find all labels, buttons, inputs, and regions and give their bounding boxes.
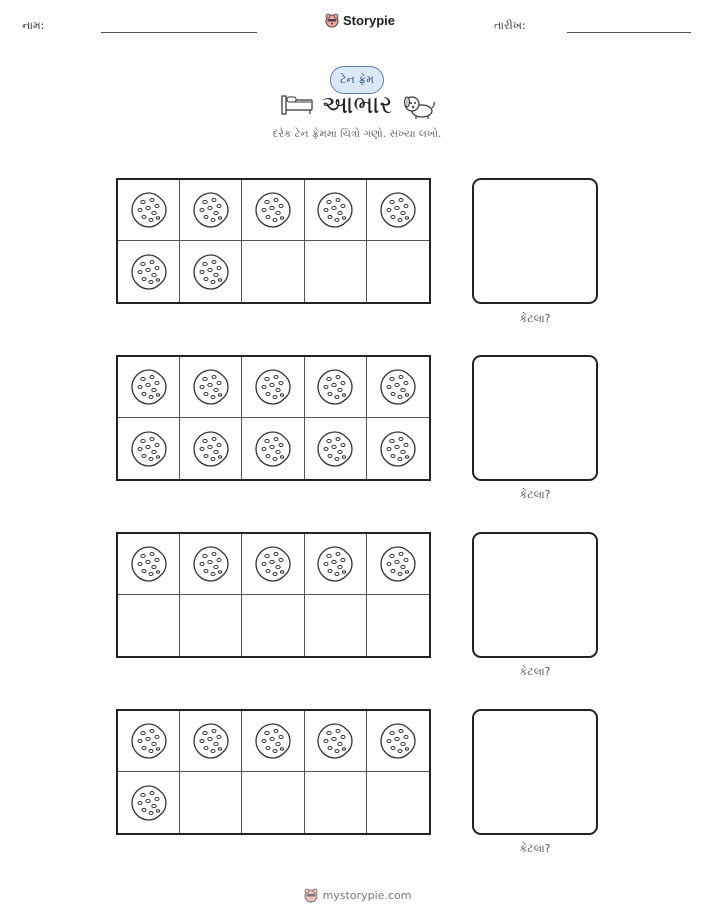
ten-frame-cell <box>118 595 180 656</box>
ten-frame-cell <box>242 418 304 479</box>
instruction-text: દરેક ટેન ફ્રેમમાં ચિત્રો ગણો. સંખ્યા લખો. <box>272 128 442 140</box>
storypie-logo <box>324 12 395 28</box>
ten-frame-2 <box>116 355 431 481</box>
ten-frame-cell <box>118 180 180 241</box>
ten-frame-cell <box>180 418 242 479</box>
ten-frame-cell <box>180 241 242 302</box>
ten-frame-cell <box>118 711 180 772</box>
cookie-icon <box>130 253 168 291</box>
ten-frame-cell <box>118 534 180 595</box>
cookie-icon <box>254 368 292 406</box>
cookie-icon <box>379 191 417 229</box>
date-label: તારીખ: <box>494 19 526 32</box>
worksheet-title: આભાર <box>321 90 393 119</box>
cookie-icon <box>130 191 168 229</box>
ten-frame-cell <box>305 772 367 833</box>
date-field[interactable] <box>567 32 691 33</box>
ten-frame-3 <box>116 532 431 658</box>
ten-frame-cell <box>305 418 367 479</box>
storypie-mascot-icon <box>324 12 340 28</box>
ten-frame-cell <box>118 241 180 302</box>
ten-frame-cell <box>242 711 304 772</box>
ten-frame-cell <box>242 534 304 595</box>
ten-frame-cell <box>305 595 367 656</box>
ten-frame-cell <box>367 772 429 833</box>
answer-box-2[interactable] <box>472 355 598 481</box>
ten-frame-cell <box>367 357 429 418</box>
cookie-icon <box>130 430 168 468</box>
cookie-icon <box>192 430 230 468</box>
how-many-label-2: કેટલા? <box>519 488 551 501</box>
ten-frame-cell <box>180 772 242 833</box>
cookie-icon <box>316 722 354 760</box>
ten-frame-cell <box>118 418 180 479</box>
name-field[interactable] <box>101 32 257 33</box>
cookie-icon <box>130 784 168 822</box>
cookie-icon <box>130 368 168 406</box>
ten-frame-cell <box>305 241 367 302</box>
cookie-icon <box>192 722 230 760</box>
ten-frame-cell <box>118 772 180 833</box>
ten-frame-cell <box>367 241 429 302</box>
brand-name: Storypie <box>343 12 396 28</box>
cookie-icon <box>192 253 230 291</box>
cookie-icon <box>379 430 417 468</box>
footer-url[interactable]: mystorypie.com <box>322 888 412 902</box>
ten-frame-cell <box>367 180 429 241</box>
name-label: નામ: <box>22 19 45 32</box>
cookie-icon <box>192 368 230 406</box>
cookie-icon <box>254 722 292 760</box>
how-many-label-3: કેટલા? <box>519 665 551 678</box>
ten-frame-cell <box>305 534 367 595</box>
ten-frame-cell <box>242 180 304 241</box>
cookie-icon <box>192 191 230 229</box>
cookie-icon <box>316 430 354 468</box>
cookie-icon <box>254 430 292 468</box>
ten-frame-cell <box>242 241 304 302</box>
ten-frame-cell <box>305 357 367 418</box>
footer <box>0 887 714 903</box>
storypie-mascot-icon <box>303 887 319 903</box>
how-many-label-4: કેટલા? <box>519 842 551 855</box>
ten-frame-4 <box>116 709 431 835</box>
cookie-icon <box>192 545 230 583</box>
ten-frame-cell <box>242 595 304 656</box>
ten-frame-cell <box>305 180 367 241</box>
ten-frame-cell <box>367 534 429 595</box>
cookie-icon <box>130 545 168 583</box>
cookie-icon <box>379 722 417 760</box>
ten-frame-cell <box>242 357 304 418</box>
ten-frame-cell <box>180 180 242 241</box>
cookie-icon <box>254 191 292 229</box>
ten-frame-cell <box>118 357 180 418</box>
ten-frame-cell <box>367 595 429 656</box>
cookie-icon <box>379 545 417 583</box>
ten-frame-cell <box>367 711 429 772</box>
answer-box-1[interactable] <box>472 178 598 304</box>
ten-frame-cell <box>180 534 242 595</box>
ten-frame-cell <box>305 711 367 772</box>
ten-frame-cell <box>367 418 429 479</box>
ten-frame-1 <box>116 178 431 304</box>
ten-frame-tag: ટેન ફ્રેમ <box>330 66 384 94</box>
cookie-icon <box>130 722 168 760</box>
cookie-icon <box>316 545 354 583</box>
how-many-label-1: કેટલા? <box>519 312 551 325</box>
cookie-icon <box>254 545 292 583</box>
answer-box-3[interactable] <box>472 532 598 658</box>
ten-frame-cell <box>180 711 242 772</box>
cookie-icon <box>316 191 354 229</box>
ten-frame-cell <box>180 357 242 418</box>
answer-box-4[interactable] <box>472 709 598 835</box>
cookie-icon <box>379 368 417 406</box>
ten-frame-cell <box>242 772 304 833</box>
ten-frame-cell <box>180 595 242 656</box>
cookie-icon <box>316 368 354 406</box>
puppy-icon <box>402 92 436 120</box>
